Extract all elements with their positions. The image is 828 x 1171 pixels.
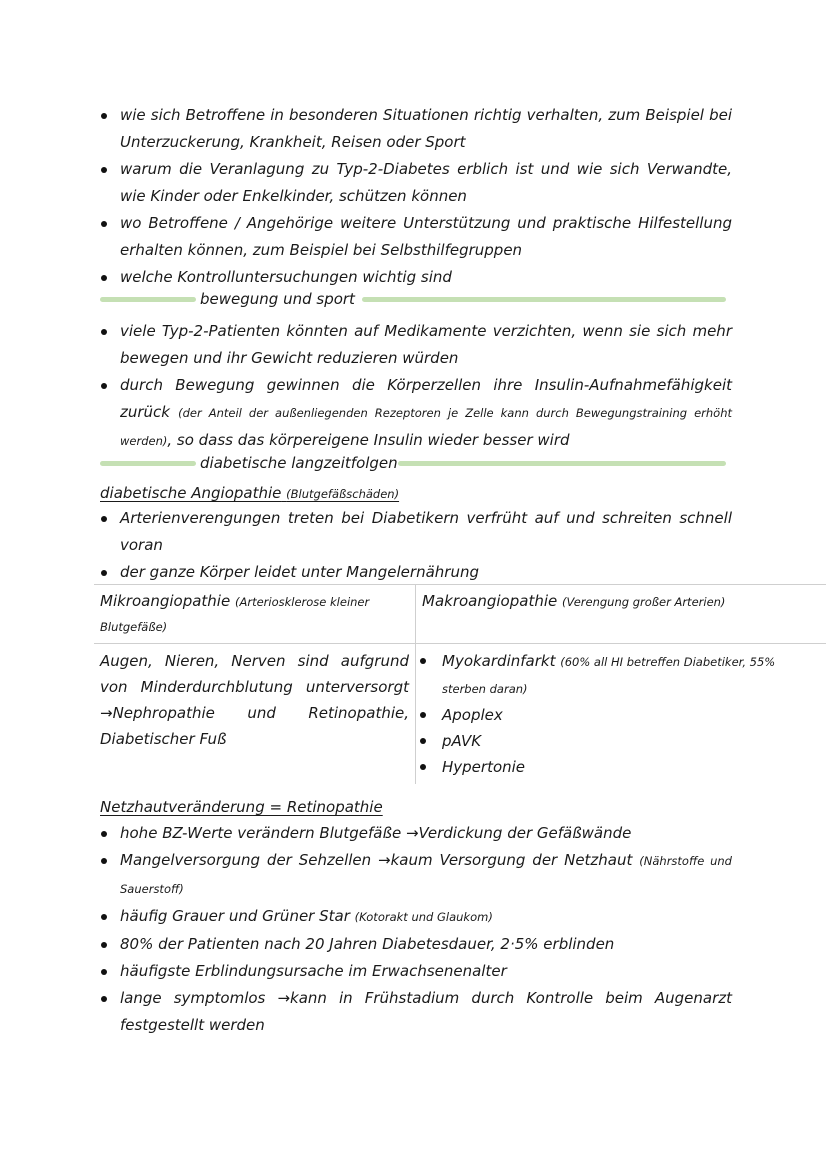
list-item: welche Kontrolluntersuchungen wichtig sind bbox=[100, 264, 732, 291]
micro-title: Mikroangiopathie bbox=[100, 592, 231, 610]
list-item: pAVK bbox=[422, 728, 820, 754]
angiopathie-title-note: (Blutgefäßschäden) bbox=[286, 487, 400, 501]
angiopathie-list bbox=[100, 505, 732, 586]
list-item: der ganze Körper leidet unter Mangelernährung bbox=[100, 559, 732, 586]
micro-body-2: →Nephropathie und Retinopathie, Diabetischer Fuß bbox=[100, 704, 409, 748]
retina-item2-note: (Nährstoffe und Sauerstoff) bbox=[120, 854, 732, 896]
list-item: Apoplex bbox=[422, 702, 820, 728]
list-item bbox=[100, 372, 732, 455]
list-item: häufigste Erblindungsursache im Erwachsenenalter bbox=[100, 958, 732, 985]
list-item: Arterienverengungen treten bei Diabetikern verfrüht auf und schreiten schnell voran bbox=[100, 505, 732, 559]
macro-title: Makroangiopathie bbox=[422, 592, 558, 610]
angiopathie-table bbox=[94, 584, 826, 784]
sport-list bbox=[100, 318, 732, 455]
sport-item2-main: durch Bewegung gewinnen die Körperzellen ihre Insulin-Aufnahmefähigkeit zurück bbox=[120, 376, 732, 421]
angiopathie-title-main: diabetische Angiopathie bbox=[100, 484, 282, 502]
list-item bbox=[100, 847, 732, 903]
heading-sport-label: bewegung und sport bbox=[200, 290, 355, 308]
macro-header-cell bbox=[416, 585, 827, 644]
list-item: lange symptomlos →kann in Frühstadium durch Kontrolle beim Augenarzt festgestellt werden bbox=[100, 985, 732, 1039]
info-list bbox=[100, 102, 732, 291]
heading-langzeit-label: diabetische langzeitfolgen bbox=[200, 454, 398, 472]
retina-item2-main: Mangelversorgung der Sehzellen →kaum Versorgung der Netzhaut bbox=[120, 851, 633, 869]
micro-body-cell bbox=[94, 644, 416, 785]
sport-item2-note: (der Anteil der außenliegenden Rezeptoren je Zelle kann durch Bewegungstraining erhöht werden) bbox=[120, 406, 732, 448]
heading-sport bbox=[100, 288, 726, 310]
macro-note: (Verengung großer Arterien) bbox=[562, 595, 726, 609]
retina-item3-note: (Kotorakt und Glaukom) bbox=[354, 910, 493, 924]
micro-body-1: Augen, Nieren, Nerven sind aufgrund von Minderdurchblutung unterversorgt bbox=[100, 652, 409, 696]
heading-langzeit bbox=[100, 452, 726, 474]
heading-bar-right bbox=[362, 297, 726, 302]
macro-item1-main: Myokardinfarkt bbox=[442, 652, 556, 670]
list-item: hohe BZ-Werte verändern Blutgefäße →Verdickung der Gefäßwände bbox=[100, 820, 732, 847]
list-item: Hypertonie bbox=[422, 754, 820, 780]
list-item: wo Betroffene / Angehörige weitere Unterstützung und praktische Hilfestellung erhalten können, zum Beispiel bei Selbsthilfegruppen bbox=[100, 210, 732, 264]
macro-body-cell bbox=[416, 644, 827, 785]
micro-note: (Arteriosklerose kleiner Blutgefäße) bbox=[100, 595, 370, 634]
macro-header bbox=[422, 589, 820, 614]
heading-bar-left bbox=[100, 297, 196, 302]
angiopathie-title bbox=[100, 482, 399, 505]
table-header-row bbox=[94, 585, 826, 644]
macro-list bbox=[422, 648, 820, 780]
retina-item3-main: häufig Grauer und Grüner Star bbox=[120, 907, 350, 925]
sport-item2-end: , so dass das körpereigene Insulin wieder besser wird bbox=[167, 431, 570, 449]
micro-header bbox=[100, 589, 409, 639]
retina-title: Netzhautveränderung = Retinopathie bbox=[100, 798, 383, 816]
heading-bar-right bbox=[398, 461, 726, 466]
list-item: warum die Veranlagung zu Typ-2-Diabetes erblich ist und wie sich Verwandte, wie Kinder oder Enkelkinder, schützen können bbox=[100, 156, 732, 210]
list-item: viele Typ-2-Patienten könnten auf Medikamente verzichten, wenn sie sich mehr bewegen und ihr Gewicht reduzieren würden bbox=[100, 318, 732, 372]
table-body-row bbox=[94, 644, 826, 785]
list-item: wie sich Betroffene in besonderen Situationen richtig verhalten, zum Beispiel bei Unterzuckerung, Krankheit, Reisen oder Sport bbox=[100, 102, 732, 156]
list-item bbox=[422, 648, 820, 702]
heading-bar-left bbox=[100, 461, 196, 466]
macro-item1-note: (60% all HI betreffen Diabetiker, 55% sterben daran) bbox=[442, 655, 776, 696]
list-item: 80% der Patienten nach 20 Jahren Diabetesdauer, 2·5% erblinden bbox=[100, 931, 732, 958]
list-item bbox=[100, 903, 732, 931]
retina-list bbox=[100, 820, 732, 1039]
micro-header-cell bbox=[94, 585, 416, 644]
